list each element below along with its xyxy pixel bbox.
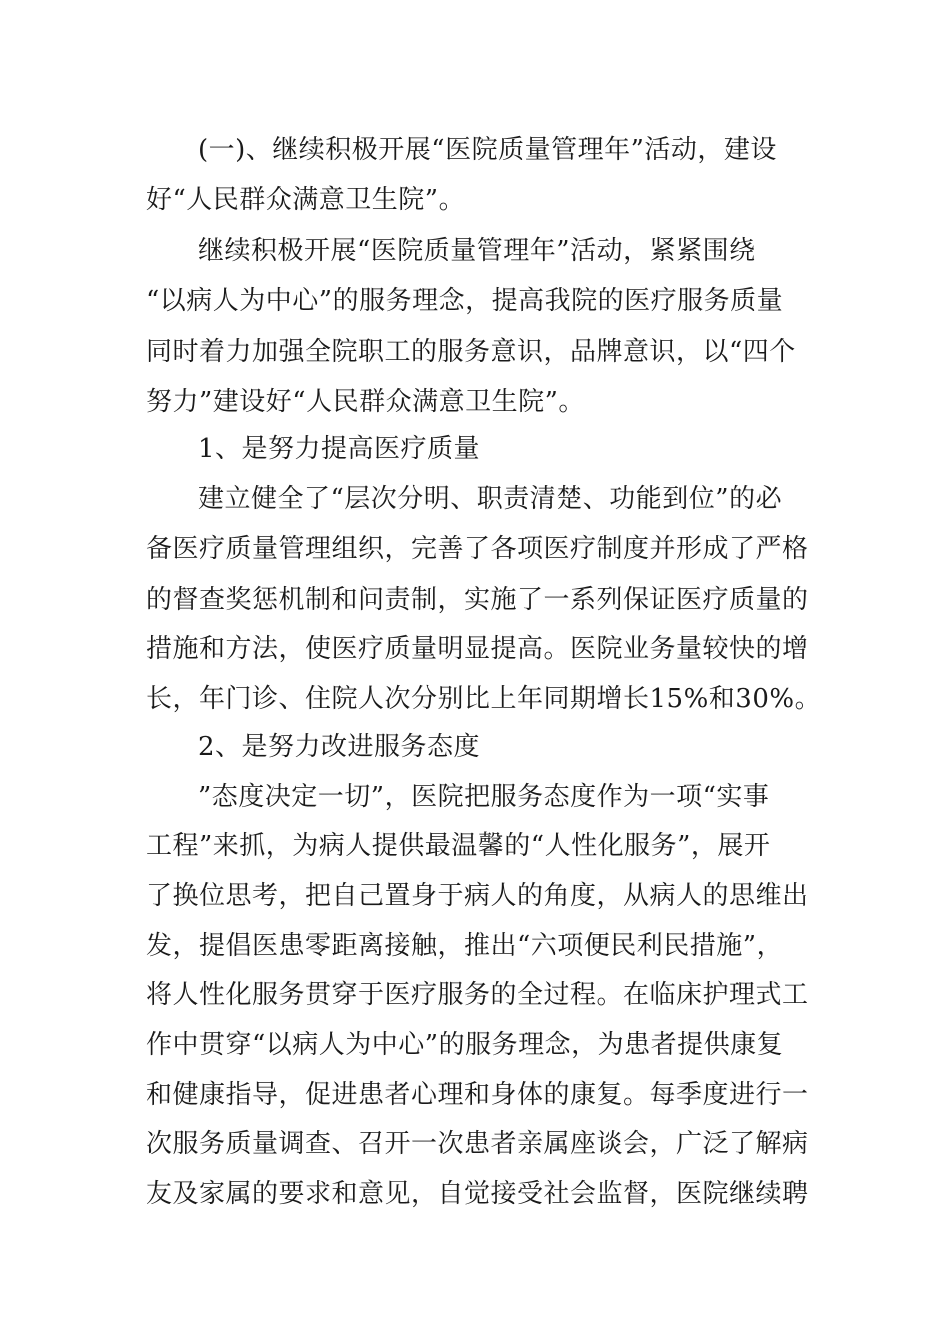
section-heading-line-2: 好“人民群众满意卫生院”。 [146,185,466,215]
paragraph-line: 努力”建设好“人民群众满意卫生院”。 [146,387,585,417]
paragraph-line: 备医疗质量管理组织，完善了各项医疗制度并形成了严格 [146,534,809,564]
paragraph-line: 和健康指导，促进患者心理和身体的康复。每季度进行一 [146,1080,809,1110]
paragraph-line: 建立健全了“层次分明、职责清楚、功能到位”的必 [198,484,783,514]
subheading-service: 2、是努力改进服务态度 [198,732,481,762]
paragraph-line: 次服务质量调查、召开一次患者亲属座谈会，广泛了解病 [146,1129,809,1159]
paragraph-line: 作中贯穿“以病人为中心”的服务理念，为患者提供康复 [146,1030,784,1060]
paragraph-line: 的督查奖惩机制和问责制，实施了一系列保证医疗质量的 [146,585,809,615]
paragraph-line: 长，年门诊、住院人次分别比上年同期增长15%和30%。 [146,684,822,714]
paragraph-line: 友及家属的要求和意见，自觉接受社会监督，医院继续聘 [146,1179,809,1209]
section-heading-line-1: (一)、继续积极开展“医院质量管理年”活动，建设 [198,135,777,165]
paragraph-line: 措施和方法，使医疗质量明显提高。医院业务量较快的增 [146,634,809,664]
paragraph-line: ”态度决定一切”，医院把服务态度作为一项“实事 [198,782,770,812]
paragraph-line: 将人性化服务贯穿于医疗服务的全过程。在临床护理式工 [146,980,809,1010]
paragraph-line: “以病人为中心”的服务理念，提高我院的医疗服务质量 [146,286,784,316]
paragraph-line: 继续积极开展“医院质量管理年”活动，紧紧围绕 [198,236,756,266]
subheading-quality: 1、是努力提高医疗质量 [198,434,481,464]
paragraph-line: 了换位思考，把自己置身于病人的角度，从病人的思维出 [146,881,809,911]
paragraph-line: 同时着力加强全院职工的服务意识，品牌意识，以“四个 [146,337,796,367]
paragraph-line: 发，提倡医患零距离接触，推出“六项便民利民措施”， [146,931,784,961]
paragraph-line: 工程”来抓，为病人提供最温馨的“人性化服务”，展开 [146,831,771,861]
